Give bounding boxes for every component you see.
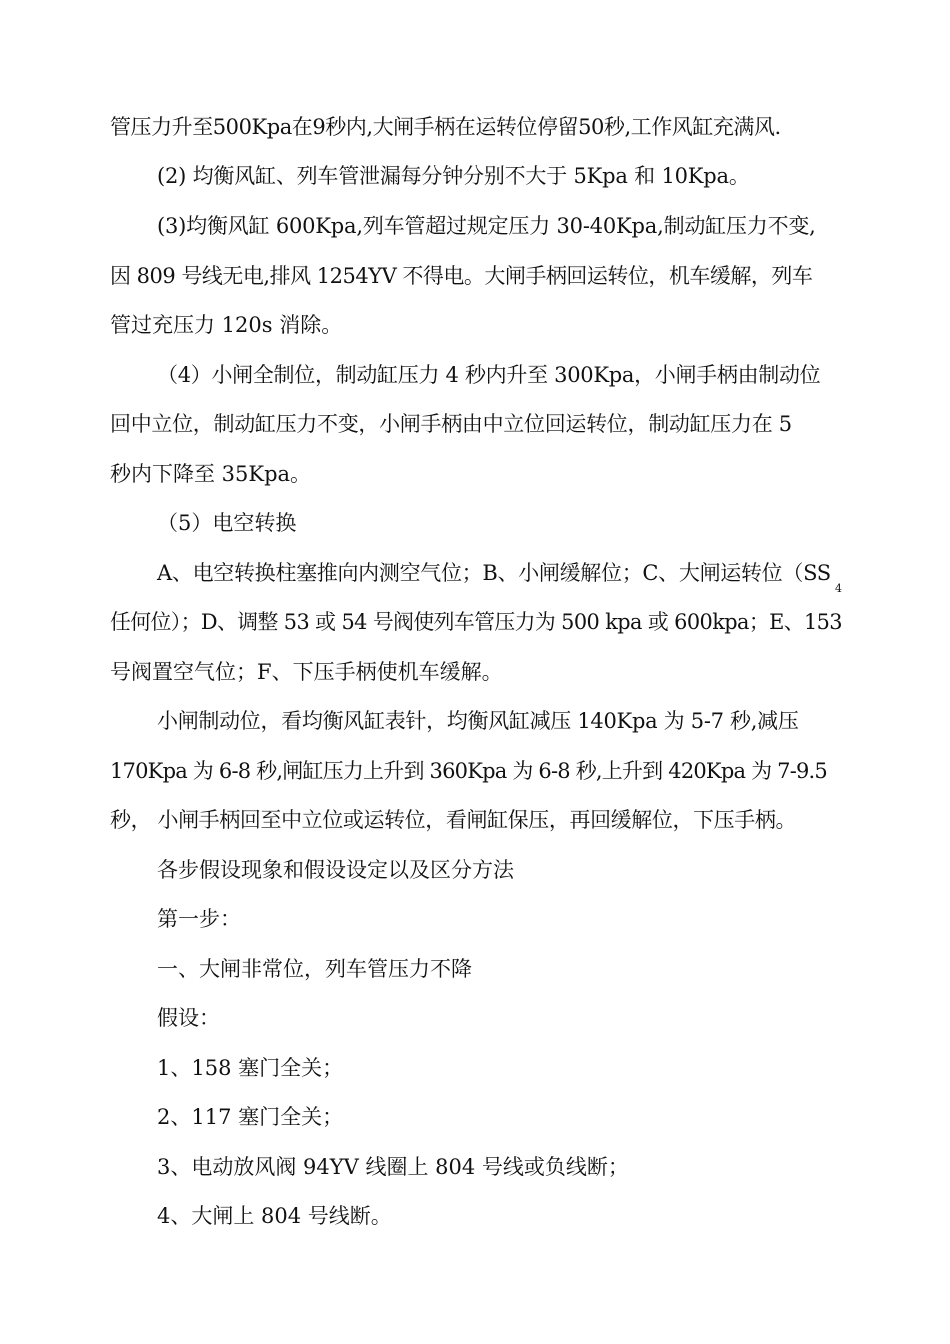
document-page: 管压力升至500Kpa在9秒内,大闸手柄在运转位停留50秒,工作风缸充满风. (2) 均衡风缸、列车管泄漏每分钟分别不大于 5Kpa 和 10Kpa。 (3)均衡风缸 600Kpa,列车管超过规定压力 30-40Kpa,制动缸压力不变, 因 809 号线无电,排风 1254YV 不得电。大闸手柄回运转位，机车缓解，列车 管过充压力 120s 消除。 （4）小闸全制位，制动缸压力 4 秒内升至 300Kpa，小闸手柄由制动位 回中立位，制动缸压力不变，小闸手柄由中立位回运转位，制动缸压力在 5 秒内下降至 35Kpa。 （5）电空转换 A、电空转换柱塞推向内测空气位；B、小闸缓解位；C、大闸运转位（SS 4 任何位）；D、调整 53 或 54 号阀使列车管压力为 500 kpa 或 600kpa；E、153 号阀置空气位；F、下压手柄使机车缓解。 小闸制动位，看均衡风缸表针，均衡风缸减压 140Kpa 为 5-7 秒,减压 170Kpa 为 6-8 秒,闸缸压力上升到 360Kpa 为 6-8 秒,上升到 420Kpa 为 7-9.5 秒， 小闸手柄回至中立位或运转位，看闸缸保压，再回缓解位，下压手柄。 各步假设现象和假设设定以及区分方法 第一步： 一、大闸非常位，列车管压力不降 假设： 1、158 塞门全关； 2、117 塞门全关； 3、电动放风阀 94YV 线圈上 804 号线或负线断； 4、大闸上 804 号线断。	[110, 115, 842, 1228]
subscript: 4	[835, 582, 842, 595]
